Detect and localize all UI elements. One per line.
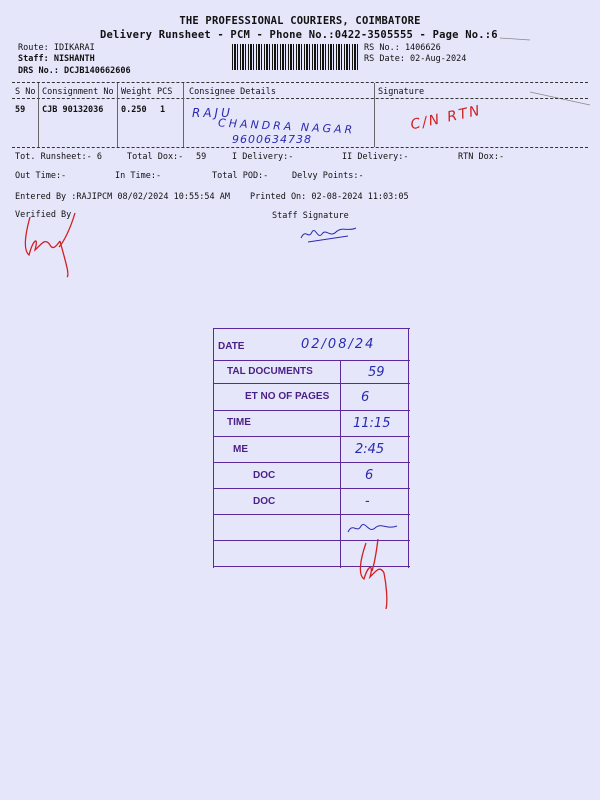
total-pod: Total POD:- [212,171,269,181]
row-weight: 0.250 [121,105,147,115]
col-weight: Weight [121,87,152,97]
stamp-doc-value: 6 [365,468,374,483]
rtn-dox: RTN Dox:- [458,152,505,162]
tot-runsheet: Tot. Runsheet:- 6 [15,152,102,162]
stamp-date-value: 02/08/24 [301,337,376,352]
stamp-doc2-value: - [365,494,370,509]
stamp-red-signature [348,535,398,615]
rs-date: RS Date: 02-Aug-2024 [364,54,467,64]
receipt-stamp [213,328,410,568]
stamp-date-label: DATE [218,341,245,352]
col-sno: S No [15,87,36,97]
return-note: C/N RTN [409,102,484,134]
verifier-signature [15,205,95,280]
stamp-out-time-value: 11:15 [353,416,391,431]
row-sno: 59 [15,105,26,115]
staff-signature [298,218,368,248]
divider [12,98,588,99]
col-signature: Signature [378,87,425,97]
stamp-pages-value: 6 [361,390,370,405]
runsheet-subtitle: Delivery Runsheet - PCM - Phone No.:0422-3505555 - Page No.:6 [100,29,498,41]
verified-by: Verified By [15,210,72,220]
total-dox-value: 59 [196,152,207,162]
stamp-out-time-label: TIME [227,417,251,428]
drs-number: DRS No.: DCJB140662606 [18,66,131,76]
col-consignment: Consignment No [42,87,114,97]
out-time: Out Time:- [15,171,67,181]
divider [12,147,588,148]
consignee-area: CHANDRA NAGAR [217,116,356,137]
in-time: In Time:- [115,171,162,181]
stamp-in-time-value: 2:45 [355,442,385,457]
rs-number: RS No.: 1406626 [364,43,441,53]
consignee-name: RAJU [192,106,233,120]
stamp-total-documents-value: 59 [368,365,385,380]
barcode [232,44,358,70]
route: Route: IDIKARAI [18,43,95,53]
consignee-phone: 9600634738 [232,133,312,146]
row-consignment: CJB 90132036 [42,105,104,115]
total-dox-label: Total Dox:- [127,152,184,162]
col-consignee: Consignee Details [189,87,276,97]
delvy-points: Delvy Points:- [292,171,364,181]
entered-by: Entered By :RAJIPCM 08/02/2024 10:55:54 AM [15,192,230,202]
col-pcs: PCS [157,87,173,97]
row-pcs: 1 [160,105,166,115]
stamp-pages-label: ET NO OF PAGES [245,391,330,402]
staff: Staff: NISHANTH [18,54,95,64]
stamp-total-documents-label: TAL DOCUMENTS [227,366,313,377]
printed-on: Printed On: 02-08-2024 11:03:05 [250,192,409,202]
divider [12,82,588,83]
staff-signature-label: Staff Signature [272,211,349,221]
ii-delivery: II Delivery:- [342,152,409,162]
stamp-doc-label: DOC [253,470,276,481]
stamp-doc2-label: DOC [253,496,276,507]
company-title: THE PROFESSIONAL COURIERS, COIMBATORE [179,15,421,27]
stamp-in-time-label: ME [233,444,248,455]
i-delivery: I Delivery:- [232,152,294,162]
